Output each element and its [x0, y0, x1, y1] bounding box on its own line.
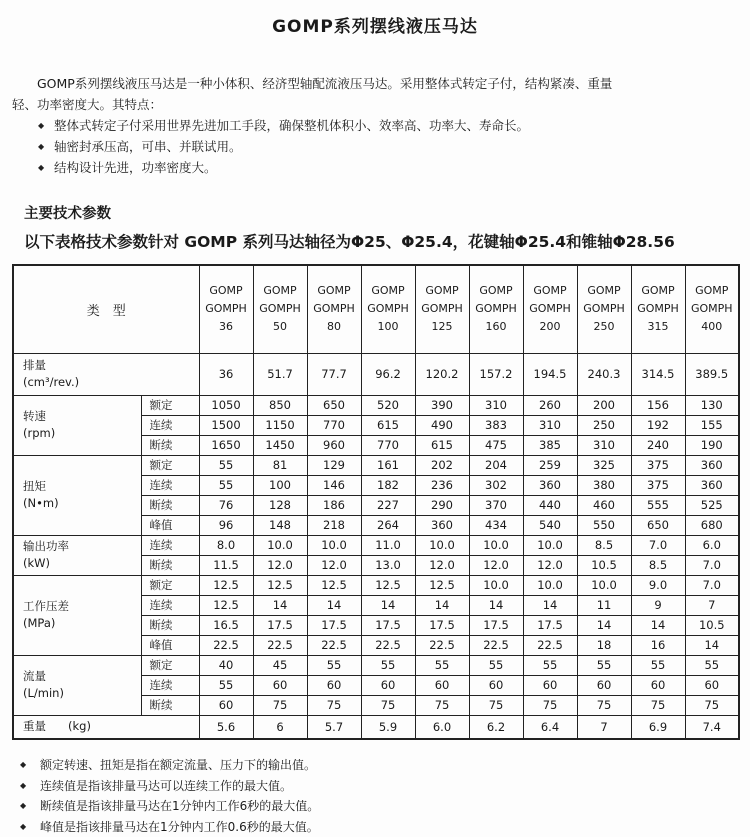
value-cell: 12.0: [307, 555, 361, 575]
value-cell: 1650: [199, 435, 253, 455]
value-cell: 14: [631, 615, 685, 635]
value-cell: 7.0: [685, 555, 739, 575]
value-cell: 12.5: [307, 575, 361, 595]
value-cell: 8.5: [631, 555, 685, 575]
value-cell: 250: [577, 415, 631, 435]
value-cell: 60: [415, 675, 469, 695]
row-sub-label: 额定: [141, 455, 199, 475]
value-cell: 155: [685, 415, 739, 435]
row-group-label: [13, 655, 141, 715]
model-header-line: 200: [524, 318, 577, 336]
value-cell: 55: [631, 655, 685, 675]
value-cell: 314.5: [631, 353, 685, 395]
value-cell: 22.5: [199, 635, 253, 655]
model-header-line: 400: [686, 318, 739, 336]
group-unit-text: (kW): [23, 555, 141, 572]
row-sub-label: 连续: [141, 535, 199, 555]
group-label-text: 扭矩: [23, 478, 141, 495]
value-cell: 12.5: [361, 575, 415, 595]
model-header-line: 125: [416, 318, 469, 336]
table-row: [13, 455, 739, 475]
value-cell: 260: [523, 395, 577, 415]
value-cell: 10.0: [523, 575, 577, 595]
section-subtitle: 以下表格技术参数针对 GOMP 系列马达轴径为Φ25、Φ25.4，花键轴Φ25.4和锥轴Φ28.56: [24, 230, 738, 252]
bullet-icon: ◆: [14, 817, 40, 837]
footnote-item: [14, 755, 738, 776]
model-header-line: GOMPH: [470, 300, 523, 318]
value-cell: 17.5: [523, 615, 577, 635]
value-cell: 75: [415, 695, 469, 715]
value-cell: 390: [415, 395, 469, 415]
value-cell: 55: [361, 655, 415, 675]
row-group-label: [13, 575, 141, 655]
model-header-line: GOMP: [416, 282, 469, 300]
value-cell: 1450: [253, 435, 307, 455]
value-cell: 75: [685, 695, 739, 715]
model-header-line: GOMPH: [308, 300, 361, 318]
value-cell: 12.0: [469, 555, 523, 575]
value-cell: 200: [577, 395, 631, 415]
model-header-line: GOMP: [686, 282, 739, 300]
value-cell: 148: [253, 515, 307, 535]
value-cell: 5.7: [307, 715, 361, 739]
feature-item: [38, 115, 738, 136]
value-cell: 11.0: [361, 535, 415, 555]
table-row: [13, 715, 739, 739]
row-sub-label: 连续: [141, 595, 199, 615]
value-cell: 194.5: [523, 353, 577, 395]
value-cell: 475: [469, 435, 523, 455]
model-header-160: [469, 265, 523, 353]
value-cell: 16: [631, 635, 685, 655]
value-cell: 11.5: [199, 555, 253, 575]
value-cell: 680: [685, 515, 739, 535]
value-cell: 385: [523, 435, 577, 455]
value-cell: 360: [523, 475, 577, 495]
value-cell: 16.5: [199, 615, 253, 635]
value-cell: 204: [469, 455, 523, 475]
group-unit-text: (rpm): [23, 425, 141, 442]
bullet-icon: ◆: [38, 115, 54, 136]
value-cell: 383: [469, 415, 523, 435]
model-header-400: [685, 265, 739, 353]
value-cell: 60: [631, 675, 685, 695]
model-header-line: GOMPH: [686, 300, 739, 318]
value-cell: 1050: [199, 395, 253, 415]
value-cell: 51.7: [253, 353, 307, 395]
value-cell: 615: [415, 435, 469, 455]
value-cell: 6.0: [685, 535, 739, 555]
value-cell: 75: [523, 695, 577, 715]
value-cell: 55: [199, 475, 253, 495]
model-header-line: GOMPH: [578, 300, 631, 318]
value-cell: 10.0: [307, 535, 361, 555]
value-cell: 218: [307, 515, 361, 535]
value-cell: 850: [253, 395, 307, 415]
feature-item-text: 轴密封承压高，可串、并联试用。: [54, 136, 738, 157]
value-cell: 6.0: [415, 715, 469, 739]
value-cell: 360: [415, 515, 469, 535]
value-cell: 8.5: [577, 535, 631, 555]
value-cell: 55: [307, 655, 361, 675]
value-cell: 11: [577, 595, 631, 615]
value-cell: 540: [523, 515, 577, 535]
value-cell: 9: [631, 595, 685, 615]
value-cell: 55: [523, 655, 577, 675]
value-cell: 6.2: [469, 715, 523, 739]
value-cell: 13.0: [361, 555, 415, 575]
model-header-line: GOMP: [470, 282, 523, 300]
footnote-item: [14, 776, 738, 797]
row-sub-label: 额定: [141, 575, 199, 595]
row-sub-label: 断续: [141, 615, 199, 635]
page-title: GOMP系列摆线液压马达: [12, 12, 738, 37]
value-cell: 22.5: [523, 635, 577, 655]
intro-paragraph: GOMP系列摆线液压马达是一种小体积、经济型轴配流液压马达。采用整体式转定子付，结构紧凑、重量轻、功率密度大。其特点：: [12, 73, 636, 115]
model-header-line: 80: [308, 318, 361, 336]
model-header-line: 250: [578, 318, 631, 336]
value-cell: 14: [415, 595, 469, 615]
model-header-line: 50: [254, 318, 307, 336]
value-cell: 190: [685, 435, 739, 455]
row-sub-label: 连续: [141, 415, 199, 435]
value-cell: 81: [253, 455, 307, 475]
feature-item-text: 整体式转定子付采用世界先进加工手段，确保整机体积小、效率高、功率大、寿命长。: [54, 115, 738, 136]
value-cell: 525: [685, 495, 739, 515]
model-header-50: [253, 265, 307, 353]
footnote-item: [14, 817, 738, 837]
value-cell: 375: [631, 475, 685, 495]
model-header-line: GOMP: [524, 282, 577, 300]
table-row: [13, 535, 739, 555]
group-unit-text: (kg): [68, 719, 91, 733]
value-cell: 75: [577, 695, 631, 715]
model-header-200: [523, 265, 577, 353]
value-cell: 555: [631, 495, 685, 515]
value-cell: 7: [685, 595, 739, 615]
value-cell: 130: [685, 395, 739, 415]
value-cell: 12.5: [253, 575, 307, 595]
value-cell: 770: [307, 415, 361, 435]
value-cell: 10.0: [577, 575, 631, 595]
value-cell: 1150: [253, 415, 307, 435]
row-group-label: [13, 395, 141, 455]
feature-item-text: 结构设计先进，功率密度大。: [54, 157, 738, 178]
value-cell: 36: [199, 353, 253, 395]
group-unit-text: (MPa): [23, 615, 141, 632]
value-cell: 120.2: [415, 353, 469, 395]
value-cell: 55: [577, 655, 631, 675]
value-cell: 14: [685, 635, 739, 655]
value-cell: 375: [631, 455, 685, 475]
value-cell: 7: [577, 715, 631, 739]
value-cell: 12.0: [523, 555, 577, 575]
value-cell: 650: [307, 395, 361, 415]
model-header-line: GOMPH: [416, 300, 469, 318]
model-header-80: [307, 265, 361, 353]
value-cell: 22.5: [307, 635, 361, 655]
value-cell: 389.5: [685, 353, 739, 395]
value-cell: 520: [361, 395, 415, 415]
value-cell: 227: [361, 495, 415, 515]
bullet-icon: ◆: [38, 157, 54, 178]
group-unit-text: (N•m): [23, 495, 141, 512]
value-cell: 10.0: [469, 575, 523, 595]
value-cell: 360: [685, 455, 739, 475]
bullet-icon: ◆: [14, 796, 40, 817]
value-cell: 14: [307, 595, 361, 615]
value-cell: 325: [577, 455, 631, 475]
model-header-250: [577, 265, 631, 353]
value-cell: 5.6: [199, 715, 253, 739]
value-cell: 75: [307, 695, 361, 715]
value-cell: 60: [523, 675, 577, 695]
value-cell: 10.0: [469, 535, 523, 555]
value-cell: 6.9: [631, 715, 685, 739]
value-cell: 434: [469, 515, 523, 535]
row-group-label: [13, 715, 199, 739]
table-header-row: [13, 265, 739, 353]
value-cell: 182: [361, 475, 415, 495]
value-cell: 10.5: [685, 615, 739, 635]
value-cell: 17.5: [361, 615, 415, 635]
model-header-line: GOMP: [632, 282, 685, 300]
value-cell: 615: [361, 415, 415, 435]
row-sub-label: 断续: [141, 495, 199, 515]
row-sub-label: 额定: [141, 655, 199, 675]
value-cell: 8.0: [199, 535, 253, 555]
value-cell: 310: [523, 415, 577, 435]
value-cell: 60: [307, 675, 361, 695]
value-cell: 1500: [199, 415, 253, 435]
value-cell: 490: [415, 415, 469, 435]
value-cell: 60: [577, 675, 631, 695]
value-cell: 12.5: [199, 575, 253, 595]
row-sub-label: 断续: [141, 555, 199, 575]
value-cell: 14: [361, 595, 415, 615]
value-cell: 161: [361, 455, 415, 475]
value-cell: 40: [199, 655, 253, 675]
value-cell: 202: [415, 455, 469, 475]
value-cell: 650: [631, 515, 685, 535]
row-sub-label: 断续: [141, 435, 199, 455]
value-cell: 960: [307, 435, 361, 455]
value-cell: 17.5: [253, 615, 307, 635]
value-cell: 7.0: [685, 575, 739, 595]
value-cell: 186: [307, 495, 361, 515]
value-cell: 22.5: [415, 635, 469, 655]
value-cell: 5.9: [361, 715, 415, 739]
value-cell: 146: [307, 475, 361, 495]
value-cell: 75: [253, 695, 307, 715]
row-sub-label: 峰值: [141, 515, 199, 535]
value-cell: 129: [307, 455, 361, 475]
value-cell: 60: [361, 675, 415, 695]
value-cell: 290: [415, 495, 469, 515]
feature-list: [12, 115, 738, 178]
value-cell: 6.4: [523, 715, 577, 739]
row-sub-label: 连续: [141, 475, 199, 495]
feature-item: [38, 136, 738, 157]
value-cell: 259: [523, 455, 577, 475]
model-header-line: GOMPH: [362, 300, 415, 318]
value-cell: 240.3: [577, 353, 631, 395]
model-header-line: GOMPH: [254, 300, 307, 318]
value-cell: 12.5: [199, 595, 253, 615]
value-cell: 156: [631, 395, 685, 415]
value-cell: 55: [685, 655, 739, 675]
value-cell: 75: [361, 695, 415, 715]
model-header-line: GOMP: [362, 282, 415, 300]
table-row: [13, 575, 739, 595]
value-cell: 77.7: [307, 353, 361, 395]
value-cell: 17.5: [415, 615, 469, 635]
value-cell: 17.5: [307, 615, 361, 635]
group-label-text: 流量: [23, 668, 141, 685]
value-cell: 14: [523, 595, 577, 615]
value-cell: 75: [469, 695, 523, 715]
value-cell: 14: [469, 595, 523, 615]
value-cell: 12.0: [253, 555, 307, 575]
value-cell: 14: [253, 595, 307, 615]
value-cell: 310: [469, 395, 523, 415]
group-label-text: 工作压差: [23, 598, 141, 615]
value-cell: 22.5: [361, 635, 415, 655]
value-cell: 6: [253, 715, 307, 739]
model-header-315: [631, 265, 685, 353]
row-group-label: [13, 455, 141, 535]
model-header-line: GOMP: [308, 282, 361, 300]
value-cell: 7.4: [685, 715, 739, 739]
value-cell: 302: [469, 475, 523, 495]
footnote-list: [14, 755, 738, 837]
group-unit-text: (cm³/rev.): [23, 374, 199, 391]
value-cell: 7.0: [631, 535, 685, 555]
value-cell: 370: [469, 495, 523, 515]
value-cell: 310: [577, 435, 631, 455]
value-cell: 380: [577, 475, 631, 495]
row-group-label: [13, 353, 199, 395]
value-cell: 10.0: [253, 535, 307, 555]
model-header-36: [199, 265, 253, 353]
value-cell: 60: [253, 675, 307, 695]
footnote-item-text: 峰值是指该排量马达在1分钟内工作0.6秒的最大值。: [40, 817, 738, 837]
value-cell: 460: [577, 495, 631, 515]
value-cell: 22.5: [469, 635, 523, 655]
value-cell: 157.2: [469, 353, 523, 395]
value-cell: 550: [577, 515, 631, 535]
value-cell: 9.0: [631, 575, 685, 595]
value-cell: 12.0: [415, 555, 469, 575]
value-cell: 10.0: [415, 535, 469, 555]
value-cell: 76: [199, 495, 253, 515]
value-cell: 60: [469, 675, 523, 695]
model-header-line: 160: [470, 318, 523, 336]
value-cell: 10.0: [523, 535, 577, 555]
model-header-line: GOMP: [200, 282, 253, 300]
row-sub-label: 连续: [141, 675, 199, 695]
group-label-text: 重量: [23, 719, 46, 733]
section-title: 主要技术参数: [24, 202, 738, 223]
value-cell: 75: [631, 695, 685, 715]
bullet-icon: ◆: [14, 755, 40, 776]
value-cell: 17.5: [469, 615, 523, 635]
group-label-text: 转速: [23, 408, 141, 425]
model-header-line: GOMP: [578, 282, 631, 300]
value-cell: 128: [253, 495, 307, 515]
value-cell: 96: [199, 515, 253, 535]
value-cell: 55: [469, 655, 523, 675]
value-cell: 60: [685, 675, 739, 695]
group-label-text: 输出功率: [23, 538, 141, 555]
bullet-icon: ◆: [14, 776, 40, 797]
model-header-125: [415, 265, 469, 353]
value-cell: 192: [631, 415, 685, 435]
model-header-100: [361, 265, 415, 353]
value-cell: 100: [253, 475, 307, 495]
model-header-line: GOMPH: [200, 300, 253, 318]
value-cell: 360: [685, 475, 739, 495]
table-row: [13, 353, 739, 395]
feature-item: [38, 157, 738, 178]
model-header-line: 36: [200, 318, 253, 336]
group-label-text: 排量: [23, 357, 199, 374]
corner-type-label: 类 型: [13, 265, 199, 353]
value-cell: 96.2: [361, 353, 415, 395]
value-cell: 240: [631, 435, 685, 455]
group-unit-text: (L/min): [23, 685, 141, 702]
table-row: [13, 655, 739, 675]
value-cell: 14: [577, 615, 631, 635]
bullet-icon: ◆: [38, 136, 54, 157]
row-sub-label: 额定: [141, 395, 199, 415]
footnote-item: [14, 796, 738, 817]
value-cell: 10.5: [577, 555, 631, 575]
model-header-line: GOMP: [254, 282, 307, 300]
value-cell: 236: [415, 475, 469, 495]
model-header-line: 100: [362, 318, 415, 336]
value-cell: 770: [361, 435, 415, 455]
value-cell: 55: [415, 655, 469, 675]
table-row: [13, 395, 739, 415]
value-cell: 12.5: [415, 575, 469, 595]
footnote-item-text: 额定转速、扭矩是指在额定流量、压力下的输出值。: [40, 755, 738, 776]
value-cell: 440: [523, 495, 577, 515]
value-cell: 55: [199, 455, 253, 475]
spec-table: [12, 264, 740, 740]
value-cell: 45: [253, 655, 307, 675]
value-cell: 22.5: [253, 635, 307, 655]
footnote-item-text: 连续值是指该排量马达可以连续工作的最大值。: [40, 776, 738, 797]
value-cell: 18: [577, 635, 631, 655]
value-cell: 55: [199, 675, 253, 695]
model-header-line: 315: [632, 318, 685, 336]
value-cell: 60: [199, 695, 253, 715]
footnote-item-text: 断续值是指该排量马达在1分钟内工作6秒的最大值。: [40, 796, 738, 817]
row-group-label: [13, 535, 141, 575]
row-sub-label: 峰值: [141, 635, 199, 655]
row-sub-label: 断续: [141, 695, 199, 715]
model-header-line: GOMPH: [524, 300, 577, 318]
value-cell: 264: [361, 515, 415, 535]
model-header-line: GOMPH: [632, 300, 685, 318]
